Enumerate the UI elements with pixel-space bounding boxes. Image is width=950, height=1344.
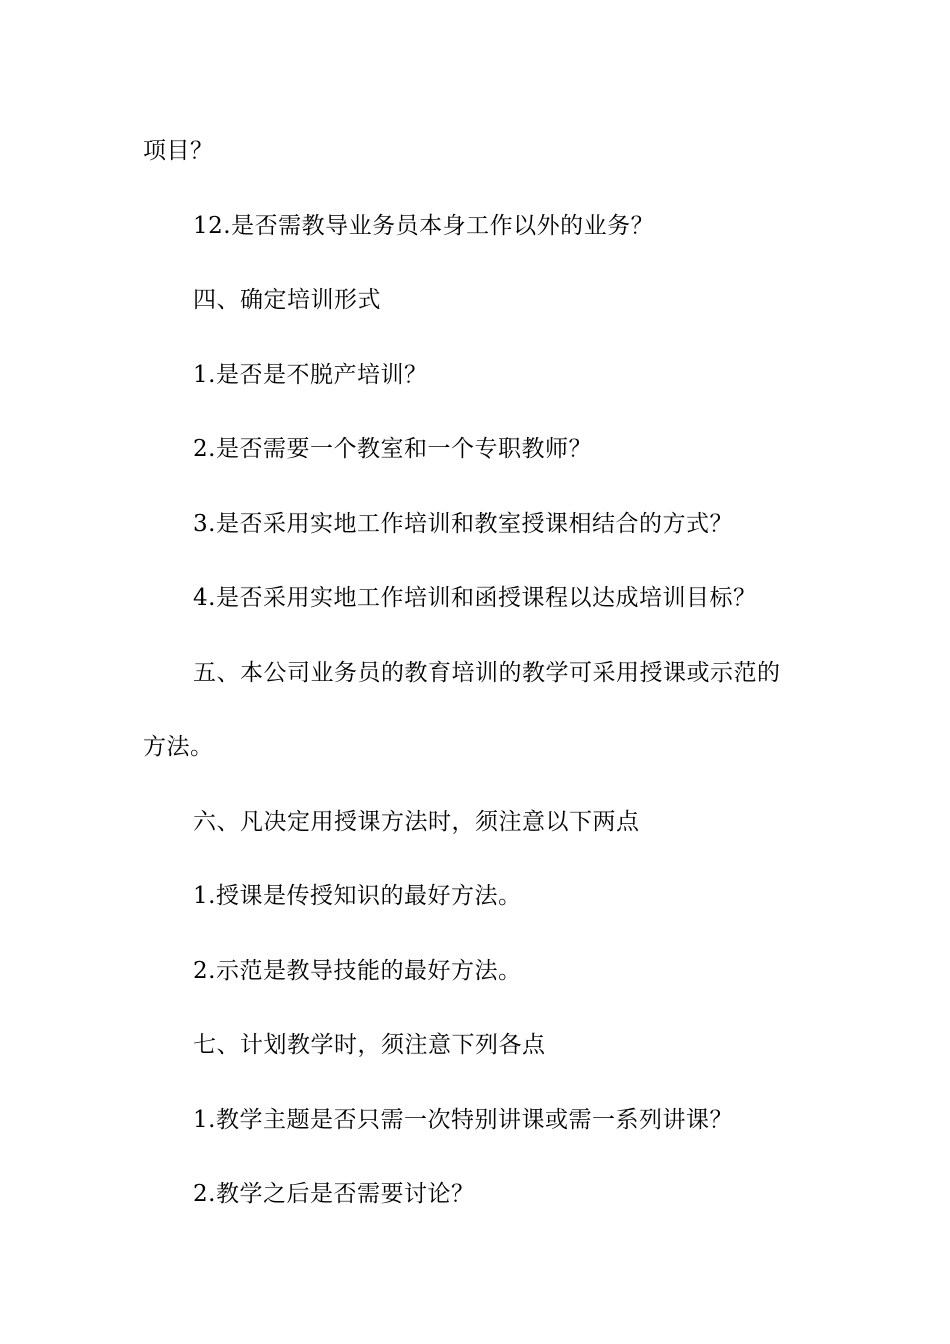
section-heading: 六、凡决定用授课方法时，须注意以下两点 (193, 809, 640, 835)
list-item: 4.是否采用实地工作培训和函授课程以达成培训目标？ (193, 585, 757, 611)
section-heading: 四、确定培训形式 (193, 287, 381, 313)
list-item: 2.示范是教导技能的最好方法。 (193, 958, 522, 984)
list-item: 1.授课是传授知识的最好方法。 (193, 883, 522, 909)
section-heading: 五、本公司业务员的教育培训的教学可采用授课或示范的 (193, 660, 781, 686)
list-item: 1.教学主题是否只需一次特别讲课或需一系列讲课？ (193, 1107, 733, 1133)
paragraph-line: 12.是否需教导业务员本身工作以外的业务？ (193, 213, 655, 239)
paragraph-line: 项目？ (143, 138, 214, 164)
list-item: 3.是否采用实地工作培训和教室授课相结合的方式？ (193, 511, 733, 537)
list-item: 2.是否需要一个教室和一个专职教师？ (193, 436, 592, 462)
section-heading: 七、计划教学时，须注意下列各点 (193, 1032, 546, 1058)
list-item: 2.教学之后是否需要讨论？ (193, 1181, 475, 1207)
list-item: 1.是否是不脱产培训？ (193, 362, 428, 388)
paragraph-line: 方法。 (143, 734, 214, 760)
